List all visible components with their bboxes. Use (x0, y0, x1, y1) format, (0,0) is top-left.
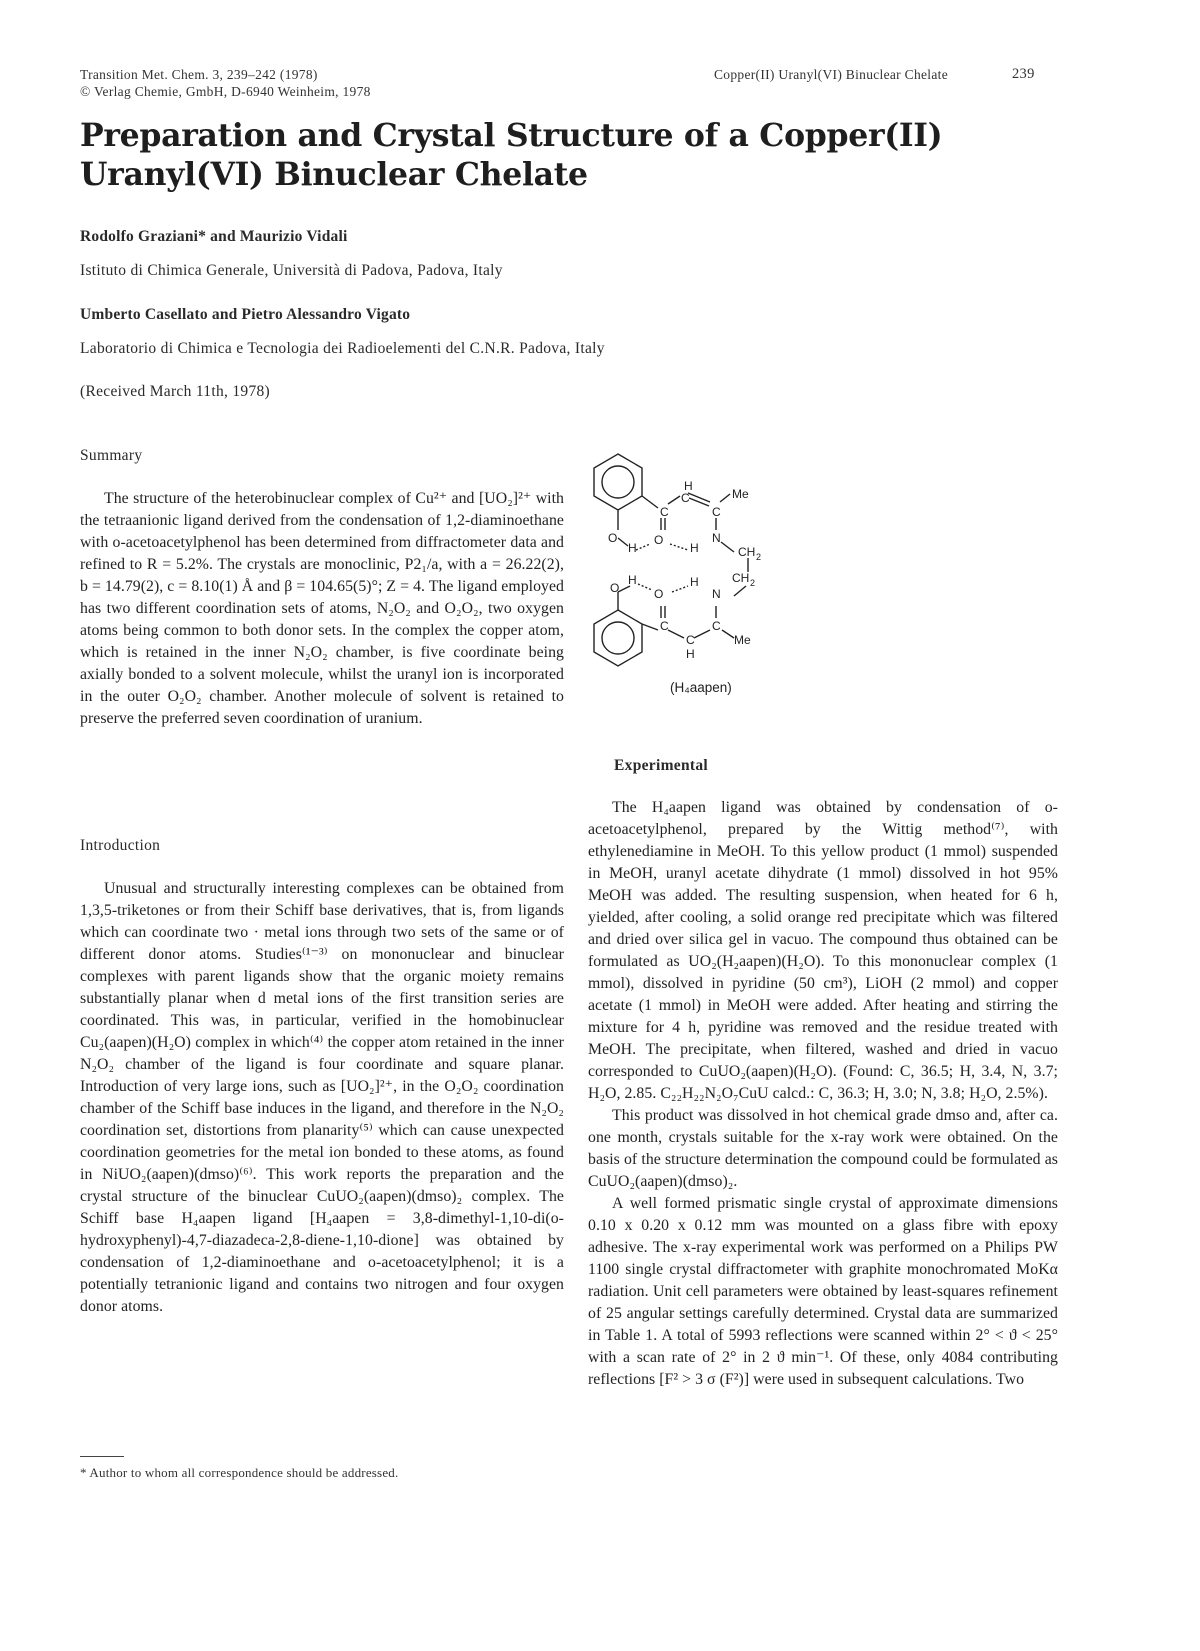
svg-text:O: O (654, 533, 664, 547)
affiliation-2: Laboratorio di Chimica e Tecnologia dei Radioelementi del C.N.R. Padova, Italy (80, 340, 605, 357)
svg-text:O: O (654, 587, 664, 601)
svg-text:C: C (686, 633, 695, 647)
h4aapen-structure-figure (588, 446, 788, 706)
summary-heading: Summary (80, 447, 143, 464)
structure-label: (H₄aapen) (670, 680, 732, 695)
svg-text:2: 2 (750, 578, 756, 588)
svg-text:H: H (628, 573, 637, 587)
svg-text:2: 2 (756, 552, 762, 562)
svg-text:C: C (712, 619, 721, 633)
svg-text:Me: Me (732, 487, 749, 501)
svg-text:C: C (660, 619, 669, 633)
page-number: 239 (1012, 66, 1035, 82)
footnote-rule (80, 1456, 124, 1457)
experimental-paragraph-3: A well formed prismatic single crystal of approximate dimensions 0.10 x 0.20 x 0.12 mm was mounted on a glass fibre with epoxy adhesive. The x-ray experimental work was performed on a Philips PW 1100 single crystal diffractometer with graphite monochromated MoKα radiation. Unit cell parameters were obtained by least-squares refinement of 25 angular settings carefully determined. Crystal data are summarized in Table 1. A total of 5993 reflections were scanned within 2° < ϑ < 25° with a scan rate of 2° in 2 ϑ min⁻¹. Of these, only 4084 contributing reflections [F² > 3 σ (F²)] were used in subsequent calculations. Two (588, 1195, 1058, 1388)
introduction-heading: Introduction (80, 837, 161, 854)
h4aapen-structure-drawing (588, 446, 788, 706)
svg-text:H: H (684, 479, 693, 493)
introduction-section (80, 878, 564, 1318)
benzene-ring-top (594, 454, 642, 510)
experimental-heading: Experimental (614, 757, 709, 774)
svg-text:H: H (628, 541, 637, 555)
copyright-line: © Verlag Chemie, GmbH, D-6940 Weinheim, 1978 (80, 84, 371, 99)
svg-text:Me: Me (734, 633, 751, 647)
svg-text:N: N (712, 531, 721, 545)
summary-text: The structure of the heterobinuclear complex of Cu²⁺ and [UO₂]²⁺ with the tetraanionic ligand derived from the condensation of 1,2-diaminoethane with o-acetoacetylphenol has been determined from diffractometer data and refined to R = 5.2%. The crystals are monoclinic, P2₁/a, with a = 26.22(2), b = 14.79(2), c = 8.10(1) Å and β = 104.65(5)°; Z = 4. The ligand employed has two different coordination sets of atoms, N₂O₂ and O₂O₂, two oxygen atoms being common to both donor sets. In the complex the copper atom, which is retained in the inner N₂O₂ chamber, is five coordinate being axially bonded to a solvent molecule, whilst the uranyl ion is incorporated in the outer O₂O₂ chamber. Another molecule of solvent is retained to preserve the preferred seven coordination of uranium. (80, 490, 564, 727)
summary-section (80, 488, 564, 730)
article-title: Preparation and Crystal Structure of a Copper(II) Uranyl(VI) Binuclear Chelate (80, 117, 943, 193)
experimental-paragraph-1: The H₄aapen ligand was obtained by condensation of o-acetoacetylphenol, prepared by the Wittig method⁽⁷⁾, with ethylenediamine in MeOH. To this yellow product (1 mmol) suspended in MeOH, uranyl acetate dihydrate (1 mmol) dissolved in hot 95% MeOH was added. The resulting suspension, when heated for 6 h, yielded, after cooling, a solid orange red precipitate which was filtered and dried over silica gel in vacuo. The compound thus obtained can be formulated as UO₂(H₂aapen)(H₂O). To this mononuclear complex (1 mmol), dissolved in pyridine (50 cm³), LiOH (2 mmol) and copper acetate (1 mmol) in MeOH were added. After heating and stirring the mixture for 4 h, pyridine was removed and the residue treated with MeOH. The precipitate, when filtered, washed and dried in vacuo corresponded to CuUO₂(aapen)(H₂O). (Found: C, 36.5; H, 3.4, N, 3.7; H₂O, 2.85. C₂₂H₂₂N₂O₇CuU calcd.: C, 36.3; H, 3.0; N, 3.8; H₂O, 2.5%). (588, 799, 1058, 1102)
footnote: * Author to whom all correspondence should be addressed. (80, 1465, 399, 1480)
affiliation-1: Istituto di Chimica Generale, Università di Padova, Padova, Italy (80, 262, 503, 279)
authors-group-1: Rodolfo Graziani* and Maurizio Vidali (80, 228, 348, 245)
svg-text:O: O (610, 581, 620, 595)
experimental-section (588, 797, 1058, 1391)
received-date: (Received March 11th, 1978) (80, 383, 271, 400)
svg-text:CH: CH (732, 571, 750, 585)
svg-text:H: H (690, 575, 699, 589)
svg-text:C: C (660, 505, 669, 519)
journal-citation: Transition Met. Chem. 3, 239–242 (1978) (80, 67, 318, 82)
running-title: Copper(II) Uranyl(VI) Binuclear Chelate (714, 67, 948, 82)
introduction-text: Unusual and structurally interesting complexes can be obtained from 1,3,5-triketones or from their Schiff base derivatives, that is, from ligands which can coordinate two · metal ions through two sets of the same or of different donor atoms. Studies⁽¹⁻³⁾ on mononuclear and binuclear complexes with parent ligands show that the organic moiety remains substantially planar when d metal ions of the first transition series are coordinated. This was, in particular, verified in the homobinuclear Cu₂(aapen)(H₂O) complex in which⁽⁴⁾ the copper atom retained in the inner N₂O₂ chamber of the ligand is four coordinate and square planar. Introduction of very large ions, such as [UO₂]²⁺, in the O₂O₂ coordination chamber of the Schiff base induces in the ligand, and therefore in the N₂O₂ coordination set, distortions from planarity⁽⁵⁾ which can cause unexpected coordination geometries for the metal ion bonded to these atoms, as found in NiUO₂(aapen)(dmso)⁽⁶⁾. This work reports the preparation and the crystal structure of the binuclear CuUO₂(aapen)(dmso)₂ complex. The Schiff base H₄aapen ligand [H₄aapen = 3,8-dimethyl-1,10-di(o-hydroxyphenyl)-4,7-diazadeca-2,8-diene-1,10-dione] was obtained by condensation of 1,2-diaminoethane and o-acetoacetylphenol; it is a potentially tetranionic ligand and contains two nitrogen and four oxygen donor atoms. (80, 880, 564, 1315)
experimental-paragraph-2: This product was dissolved in hot chemical grade dmso and, after ca. one month, crystals suitable for the x-ray work were obtained. On the basis of the structure determination the compound could be formulated as CuUO₂(aapen)(dmso)₂. (588, 1107, 1058, 1190)
svg-text:O: O (608, 531, 618, 545)
svg-text:N: N (712, 587, 721, 601)
svg-text:C: C (712, 505, 721, 519)
svg-text:CH: CH (738, 545, 756, 559)
svg-text:H: H (686, 647, 695, 661)
svg-text:H: H (690, 541, 699, 555)
svg-text:C: C (681, 491, 690, 505)
authors-group-2: Umberto Casellato and Pietro Alessandro Vigato (80, 306, 411, 323)
benzene-ring-bottom (594, 610, 642, 666)
